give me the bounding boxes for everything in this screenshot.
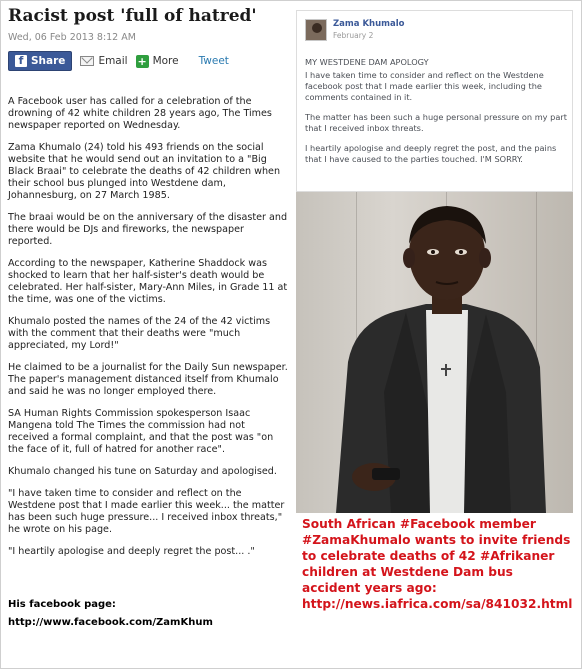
article-paragraph: According to the newspaper, Katherine Shaddock was shocked to learn that her half-sister's death would be celebrated. Her half-sister, Mary-Ann Miles, in Grade 11 at the time, was one of the victims. bbox=[8, 258, 288, 305]
share-bar bbox=[8, 51, 229, 71]
article-paragraph: The braai would be on the anniversary of the disaster and there would be DJs and fireworks, the newspaper reported. bbox=[8, 212, 288, 247]
article-paragraph: A Facebook user has called for a celebration of the drowning of 42 white children 28 years ago, The Times newspaper reported on Wednesday. bbox=[8, 96, 272, 131]
facebook-page-label: His facebook page: bbox=[8, 599, 116, 610]
article-body bbox=[8, 96, 288, 568]
article-title: Racist post 'full of hatred' bbox=[8, 6, 257, 26]
avatar[interactable] bbox=[305, 19, 327, 41]
post-heading: MY WESTDENE DAM APOLOGY bbox=[305, 57, 429, 67]
facebook-page-link[interactable]: http://www.facebook.com/ZamKhum bbox=[8, 617, 213, 628]
facebook-icon: f bbox=[15, 55, 27, 67]
more-button[interactable] bbox=[136, 55, 179, 68]
email-label: Email bbox=[98, 55, 128, 67]
share-label: Share bbox=[31, 55, 66, 67]
post-date[interactable]: February 2 bbox=[333, 31, 374, 40]
post-paragraph: The matter has been such a huge personal pressure on my part that I received inbox threats. bbox=[305, 112, 567, 133]
envelope-icon bbox=[80, 56, 94, 66]
article-paragraph: Khumalo changed his tune on Saturday and apologised. bbox=[8, 466, 277, 477]
person-figure bbox=[296, 192, 573, 513]
plus-icon: + bbox=[137, 54, 147, 68]
article-date: Wed, 06 Feb 2013 8:12 AM bbox=[8, 32, 136, 43]
more-label: More bbox=[152, 55, 179, 67]
article-paragraph: He claimed to be a journalist for the Daily Sun newspaper. The paper's management distanced itself from Khumalo and said he was no longer employed there. bbox=[8, 362, 288, 397]
article-paragraph: "I have taken time to consider and reflect on the Westdene post that I made earlier this week... the matter has been such huge pressure... I received inbox threats," he wrote on his page. bbox=[8, 488, 285, 535]
post-paragraph: I have taken time to consider and reflect on the Westdene facebook post that I made earlier this week, including the comments contained in it. bbox=[305, 70, 544, 102]
post-body bbox=[305, 57, 569, 174]
photo-caption: South African #Facebook member #ZamaKhumalo wants to invite friends to celebrate deaths of 42 #Afrikaner children at Westdene Dam bus accident years ago: http://news.iafrica.com/sa/841032.html bbox=[302, 517, 573, 611]
article-paragraph: "I heartily apologise and deeply regret the post... ." bbox=[8, 546, 255, 557]
article-paragraph: Zama Khumalo (24) told his 493 friends on the social website that he would send out an invitation to a "Big Black Braai" to celebrate the deaths of 42 children when their school bus plunged into Westdene dam, Johannesburg, on 27 March 1985. bbox=[8, 142, 281, 201]
post-author[interactable]: Zama Khumalo bbox=[333, 19, 405, 29]
email-button[interactable] bbox=[80, 55, 127, 67]
portrait-photo bbox=[296, 192, 573, 513]
post-paragraph: I heartily apologise and deeply regret the post, and the pains that I have caused to the parties touched. I'M SORRY. bbox=[305, 143, 557, 164]
facebook-share-button[interactable] bbox=[8, 51, 72, 71]
facebook-post-card bbox=[296, 10, 573, 192]
article-paragraph: SA Human Rights Commission spokesperson Isaac Mangena told The Times the commission had not received a formal complaint, and that the post was "on the face of it, full of hatred for another race". bbox=[8, 408, 274, 455]
tweet-link[interactable]: Tweet bbox=[198, 55, 229, 67]
article-paragraph: Khumalo posted the names of the 24 of the 42 victims with the comment that their deaths were "much appreciated, my Lord!" bbox=[8, 316, 271, 351]
